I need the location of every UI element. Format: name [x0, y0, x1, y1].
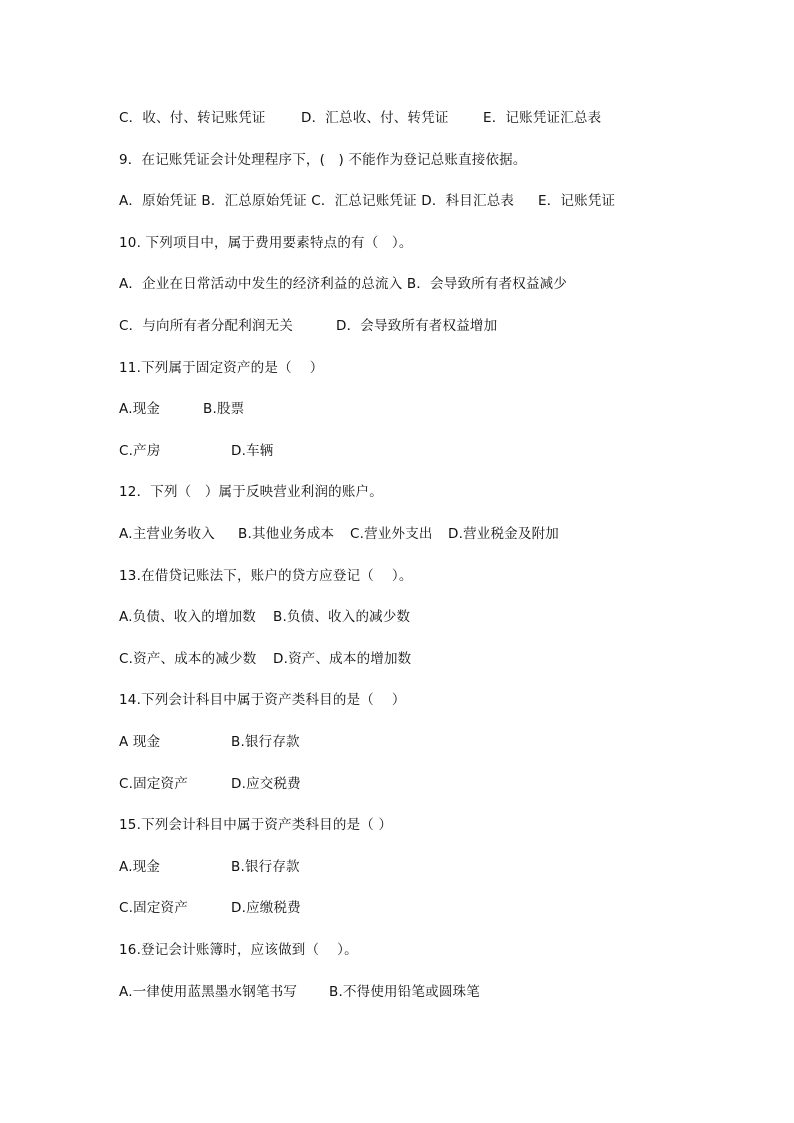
option-e: E．记账凭证: [538, 193, 616, 209]
option-c: C.产房: [119, 443, 161, 459]
question-12: [119, 484, 383, 532]
option-d: D.营业税金及附加: [448, 526, 559, 542]
question-text: 15.下列会计科目中属于资产类科目的是（ ）: [119, 817, 393, 833]
option-d: D.资产、成本的增加数: [273, 651, 412, 667]
option-b: B.不得使用铅笔或圆珠笔: [329, 984, 480, 1000]
option-d: D.应交税费: [231, 776, 301, 792]
option-d: D.车辆: [231, 443, 274, 459]
option-e: E．记账凭证汇总表: [483, 110, 602, 126]
option-a: A.现金: [119, 859, 161, 875]
option-b: B.银行存款: [231, 859, 300, 875]
option-a: A.负债、收入的增加数: [119, 609, 256, 625]
options-a-b: A．企业在日常活动中发生的经济利益的总流入 B．会导致所有者权益减少: [119, 276, 568, 292]
option-c: C．收、付、转记账凭证: [119, 110, 266, 126]
option-line-16a: [119, 984, 480, 1048]
question-text: 10. 下列项目中，属于费用要素特点的有（ ）。: [119, 235, 413, 251]
question-15: [119, 817, 393, 865]
option-d: D.应缴税费: [231, 900, 301, 916]
option-c: C.资产、成本的减少数: [119, 651, 257, 667]
option-c: C.营业外支出: [350, 526, 433, 542]
option-a: A.现金: [119, 401, 161, 417]
question-text: 16.登记会计账簿时，应该做到（ ）。: [119, 942, 358, 958]
option-a: A.一律使用蓝黑墨水钢笔书写: [119, 984, 298, 1000]
option-b: B.其他业务成本: [238, 526, 335, 542]
option-c: C．与向所有者分配利润无关: [119, 318, 294, 334]
option-b: B.负债、收入的减少数: [273, 609, 411, 625]
option-d: D．汇总收、付、转凭证: [301, 110, 449, 126]
question-text: 12．下列（ ）属于反映营业利润的账户。: [119, 484, 383, 500]
option-b: B.银行存款: [231, 734, 300, 750]
option-a: A 现金: [119, 734, 161, 750]
option-c: C.固定资产: [119, 776, 188, 792]
option-line-10a: [119, 276, 568, 324]
options-a-d: A．原始凭证 B．汇总原始凭证 C．汇总记账凭证 D．科目汇总表: [119, 193, 515, 209]
question-16: [119, 942, 358, 990]
option-b: B.股票: [203, 401, 245, 417]
question-text: 14.下列会计科目中属于资产类科目的是（ ）: [119, 692, 406, 708]
option-d: D．会导致所有者权益增加: [336, 318, 498, 334]
option-c: C.固定资产: [119, 900, 188, 916]
question-text: 13.在借贷记账法下，账户的贷方应登记（ ）。: [119, 568, 413, 584]
question-14: [119, 692, 406, 740]
option-a: A.主营业务收入: [119, 526, 215, 542]
question-text: 9．在记账凭证会计处理程序下，( ) 不能作为登记总账直接依据。: [119, 152, 527, 168]
question-text: 11.下列属于固定资产的是（ ）: [119, 360, 324, 376]
